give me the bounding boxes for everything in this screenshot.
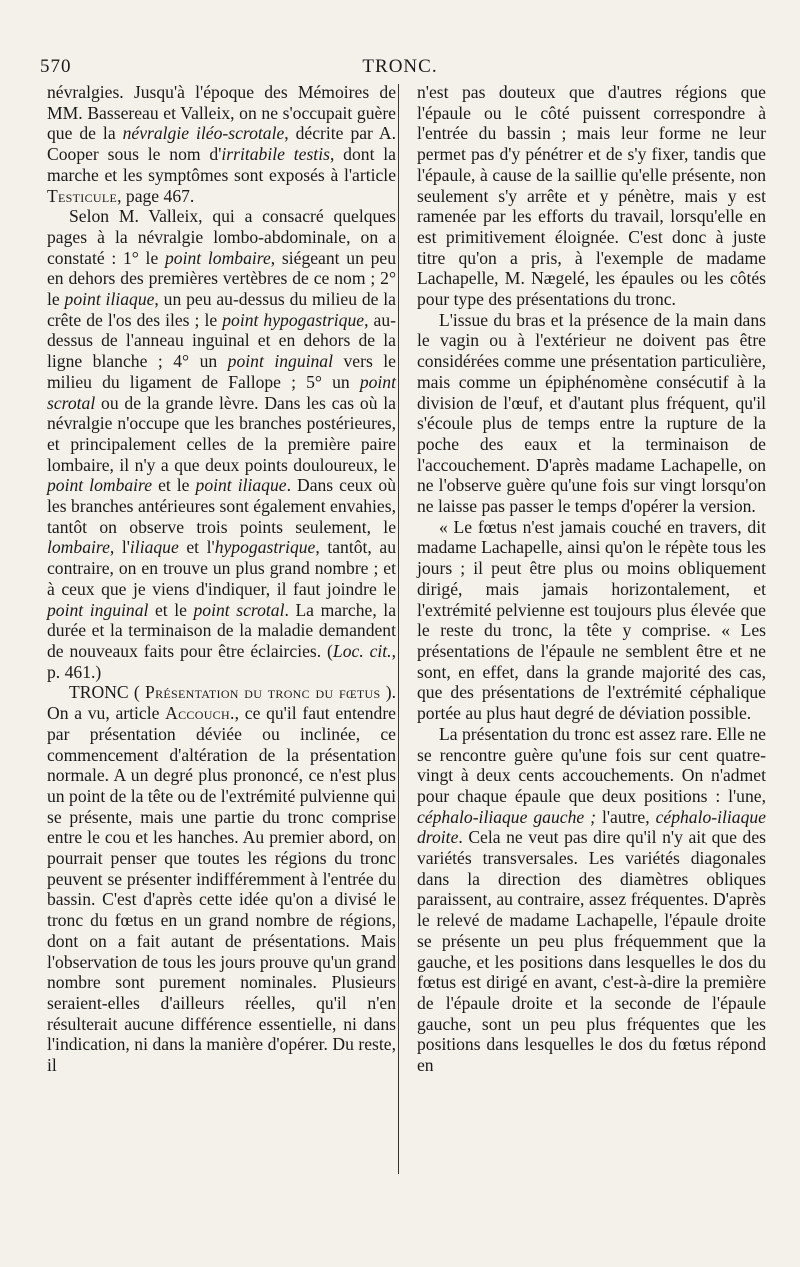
text-run: vers le milieu du ligament de Fallope ; 5° un (47, 351, 396, 392)
page-header (40, 56, 760, 82)
italic-term: point scrotal (193, 599, 285, 620)
text-run: La présentation du tronc est assez rare. Elle ne se rencontre guère qu'une fois sur cent quatre-vingt à deux cents accouchements. On n'admet pour chaque épaule que deux positions : l'une, (417, 723, 766, 806)
text-run: et le (148, 599, 194, 620)
text-run: , au-dessus de l'anneau inguinal et en dehors de la ligne blanche ; 4° un (47, 309, 396, 372)
text-run: , l' (109, 537, 130, 558)
entry-headword: TRONC (69, 682, 129, 703)
italic-term: névralgie iléo-scrotale (122, 123, 285, 144)
italic-term: point inguinal (227, 351, 333, 372)
text-run: , ce qu'il faut entendre par présentation déviée ou inclinée, ce commencement d'altération de la présentation normale. A un degré plus prononcé, ce n'est plus un point de la tête ou de l'extrémité pulvienne qui se présente, mais une partie du tronc comprise entre le cou et les hanches. Au premier abord, on pourrait penser que toutes les régions du tronc peuvent se présenter indifféremment à l'entrée du bassin. C'est d'après cette idée qu'on a divisé le tronc du fœtus en un grand nombre de régions, dont on a fait autant de présentations. Mais l'observation de tous les jours prouve qu'un grand nombre sont purement nominales. Plusieurs seraient-elles d'ailleurs réelles, qu'il n'en résulterait aucune différence essentielle, ni dans l'indication, ni dans la manière d'opérer. Du reste, il (47, 703, 396, 1076)
text-run: . La marche, la durée et la terminaison de la maladie demandent de nouveaux faits pour être éclaircies. ( (47, 599, 396, 661)
running-head: TRONC. (362, 56, 438, 77)
text-run: , décrite par A. Cooper sous le nom d' (47, 123, 396, 165)
paragraph: L'issue du bras et la présence de la main dans le vagin ou à l'extérieur ne doivent pas être considérées comme une présentation particulière, mais comme un épiphénomène consécutif à la division de l'œuf, et d'autant plus fréquent, qu'il s'écoule plus de temps entre la rupture de la poche des eaux et la terminaison de l'accouchement. D'après madame Lachapelle, on ne l'observe guère qu'une fois sur vingt lorsqu'on ne laisse pas passer le temps d'opérer la version. (417, 309, 766, 517)
entry-paragraph (47, 682, 396, 1075)
text-run: , page 467. (117, 185, 195, 206)
italic-term: lombaire (47, 537, 110, 558)
text-run: ( (128, 682, 145, 703)
entry-subtitle: Présentation du tronc du fœtus (145, 682, 381, 703)
text-run: . Cela ne veut pas dire qu'il n'y ait que des variétés transversales. Les variétés diagonales dans la direction des diamètres obliques paraissent, au contraire, assez fréquentes. D'après le relevé de madame Lachapelle, l'épaule droite se présente un peu plus fréquemment que la gauche, et les positions dans lesquelles le dos du fœtus est dirigé en avant, c'est-à-dire la première de l'épaule droite et la seconde de l'épaule gauche, sont un peu plus fréquentes que les positions dans lesquelles le dos du fœtus répond en (417, 827, 766, 1076)
text-run: Selon M. Valleix, qui a consacré quelques pages à la névralgie lombo-abdominale, on a constaté : 1° le (47, 206, 396, 268)
text-run: et l' (178, 537, 215, 558)
cross-reference: Accouch. (165, 703, 235, 724)
text-run: , siégeant un peu en dehors des premières vertèbres de ce nom ; 2° le (47, 247, 396, 310)
cross-reference: Testicule (47, 185, 118, 206)
right-column (417, 82, 766, 1076)
italic-term: point iliaque (195, 475, 287, 496)
paragraph: n'est pas douteux que d'autres régions que l'épaule ou le côté puissent correspondre à l'entrée du bassin ; mais leur forme ne leur permet pas d'y pénétrer et de s'y fixer, tandis que l'épaule, à cause de la saillie qu'elle présente, non seulement s'y arrête et y pénètre, mais y est ramenée par les efforts du travail, lorsqu'elle en est primitivement éloignée. C'est donc à juste titre qu'on a pris, à l'exemple de madame Lachapelle, M. Nægelé, les épaules ou les côtés pour type des présentations du tronc. (417, 82, 766, 310)
italic-term: point iliaque (64, 289, 155, 310)
paragraph (47, 82, 396, 206)
italic-term: iliaque (129, 537, 179, 558)
left-column (47, 82, 396, 1076)
text-run: , un peu au-dessus du milieu de la crête de l'os des iles ; le (47, 289, 396, 330)
italic-term: point lombaire (47, 475, 153, 496)
text-run: , p. 461.) (47, 640, 396, 682)
text-run: l'autre, (596, 806, 656, 827)
italic-term: céphalo-iliaque droite (417, 806, 766, 848)
text-run: , dont la marche et les symptômes sont exposés à l'article (47, 144, 396, 185)
page-number: 570 (40, 56, 72, 77)
italic-term: céphalo-iliaque gauche ; (417, 806, 597, 827)
paragraph (417, 724, 766, 1076)
text-run: névralgies. Jusqu'à l'époque des Mémoires de MM. Bassereau et Valleix, on ne s'occupait guère que de la (47, 82, 396, 144)
text-run: ). On a vu, article (47, 682, 397, 724)
italic-term: point inguinal (47, 599, 149, 620)
text-run: et le (152, 475, 196, 496)
italic-term: point lombaire (164, 247, 271, 268)
text-run: ou de la grande lèvre. Dans les cas où la névralgie n'occupe que les branches postérieures, et principalement celles de la première paire lombaire, il n'y a que deux points douloureux, le (47, 392, 396, 475)
paragraph (47, 206, 396, 682)
italic-term: point hypogastrique (222, 309, 365, 330)
column-divider (398, 84, 399, 1174)
italic-term: irritabile testis (221, 144, 330, 165)
italic-term: Loc. cit. (332, 640, 392, 661)
text-run: . Dans ceux où les branches antérieures sont également envahies, tantôt on observe trois points seulement, le (47, 475, 396, 537)
italic-term: hypogastrique (214, 537, 316, 558)
text-run: , tantôt, au contraire, on en trouve un plus grand nombre ; et à ceux que je viens d'indiquer, il faut joindre le (47, 537, 396, 599)
quotation-paragraph: « Le fœtus n'est jamais couché en travers, dit madame Lachapelle, ainsi qu'on le répète tous les jours ; il peut être plus ou moins obliquement dirigé, mais jamais horizontalement, et l'extrémité pelvienne est toujours plus élevée que le reste du tronc, la tête y comprise. « Les présentations de l'épaule ne semblent être et ne sont, en effet, dans la grande majorité des cas, que des présentations de l'extrémité céphalique portée au plus haut degré de déviation possible. (417, 516, 766, 724)
italic-term: point scrotal (47, 371, 396, 413)
